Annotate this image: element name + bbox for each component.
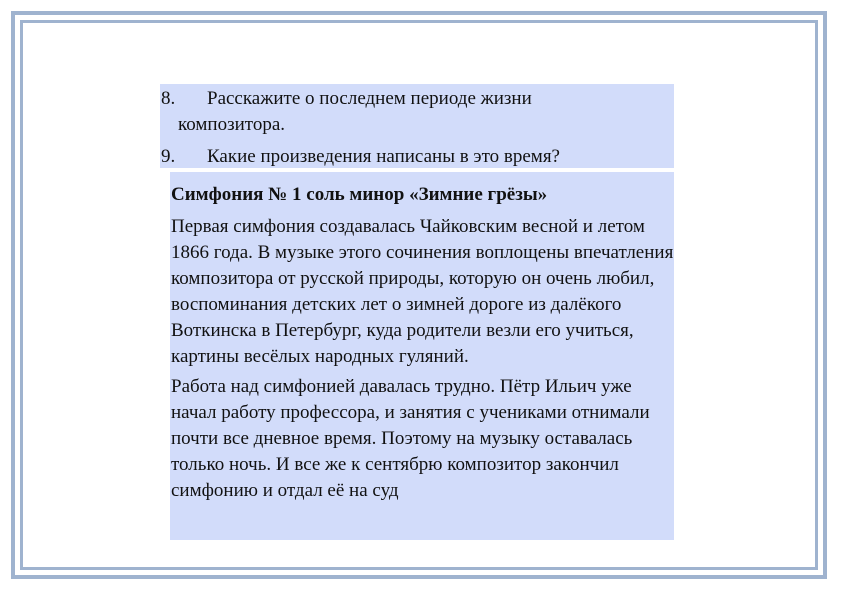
question-number: 9. — [161, 146, 176, 167]
questions-block — [160, 84, 674, 168]
article-heading: Симфония № 1 соль минор «Зимние грёзы» — [171, 184, 548, 205]
article-paragraph-1: Первая симфония создавалась Чайковским весной и летом 1866 года. В музыке этого сочинения воплощены впечатления композитора от русской природы, которую он очень любил, воспоминания детских лет о зимней дороге из далёкого Воткинска в Петербург, куда родители везли его учиться, картины весёлых народных гуляний. — [171, 216, 674, 367]
question-text: Какие произведения написаны в это время? — [207, 146, 560, 167]
article-block — [170, 172, 674, 540]
question-number: 8. — [161, 88, 176, 109]
question-item-8 — [160, 86, 674, 112]
question-item-9 — [160, 144, 674, 170]
question-text: Расскажите о последнем периоде жизни — [207, 88, 532, 109]
article-paragraph-2: Работа над симфонией давалась трудно. Пётр Ильич уже начал работу профессора, и занятия с учениками отнимали почти все дневное время. Поэтому на музыку оставалась только ночь. И все же к сентябрю композитор закончил симфонию и отдал её на суд — [171, 376, 650, 501]
question-text-continuation: композитора. — [178, 114, 286, 135]
